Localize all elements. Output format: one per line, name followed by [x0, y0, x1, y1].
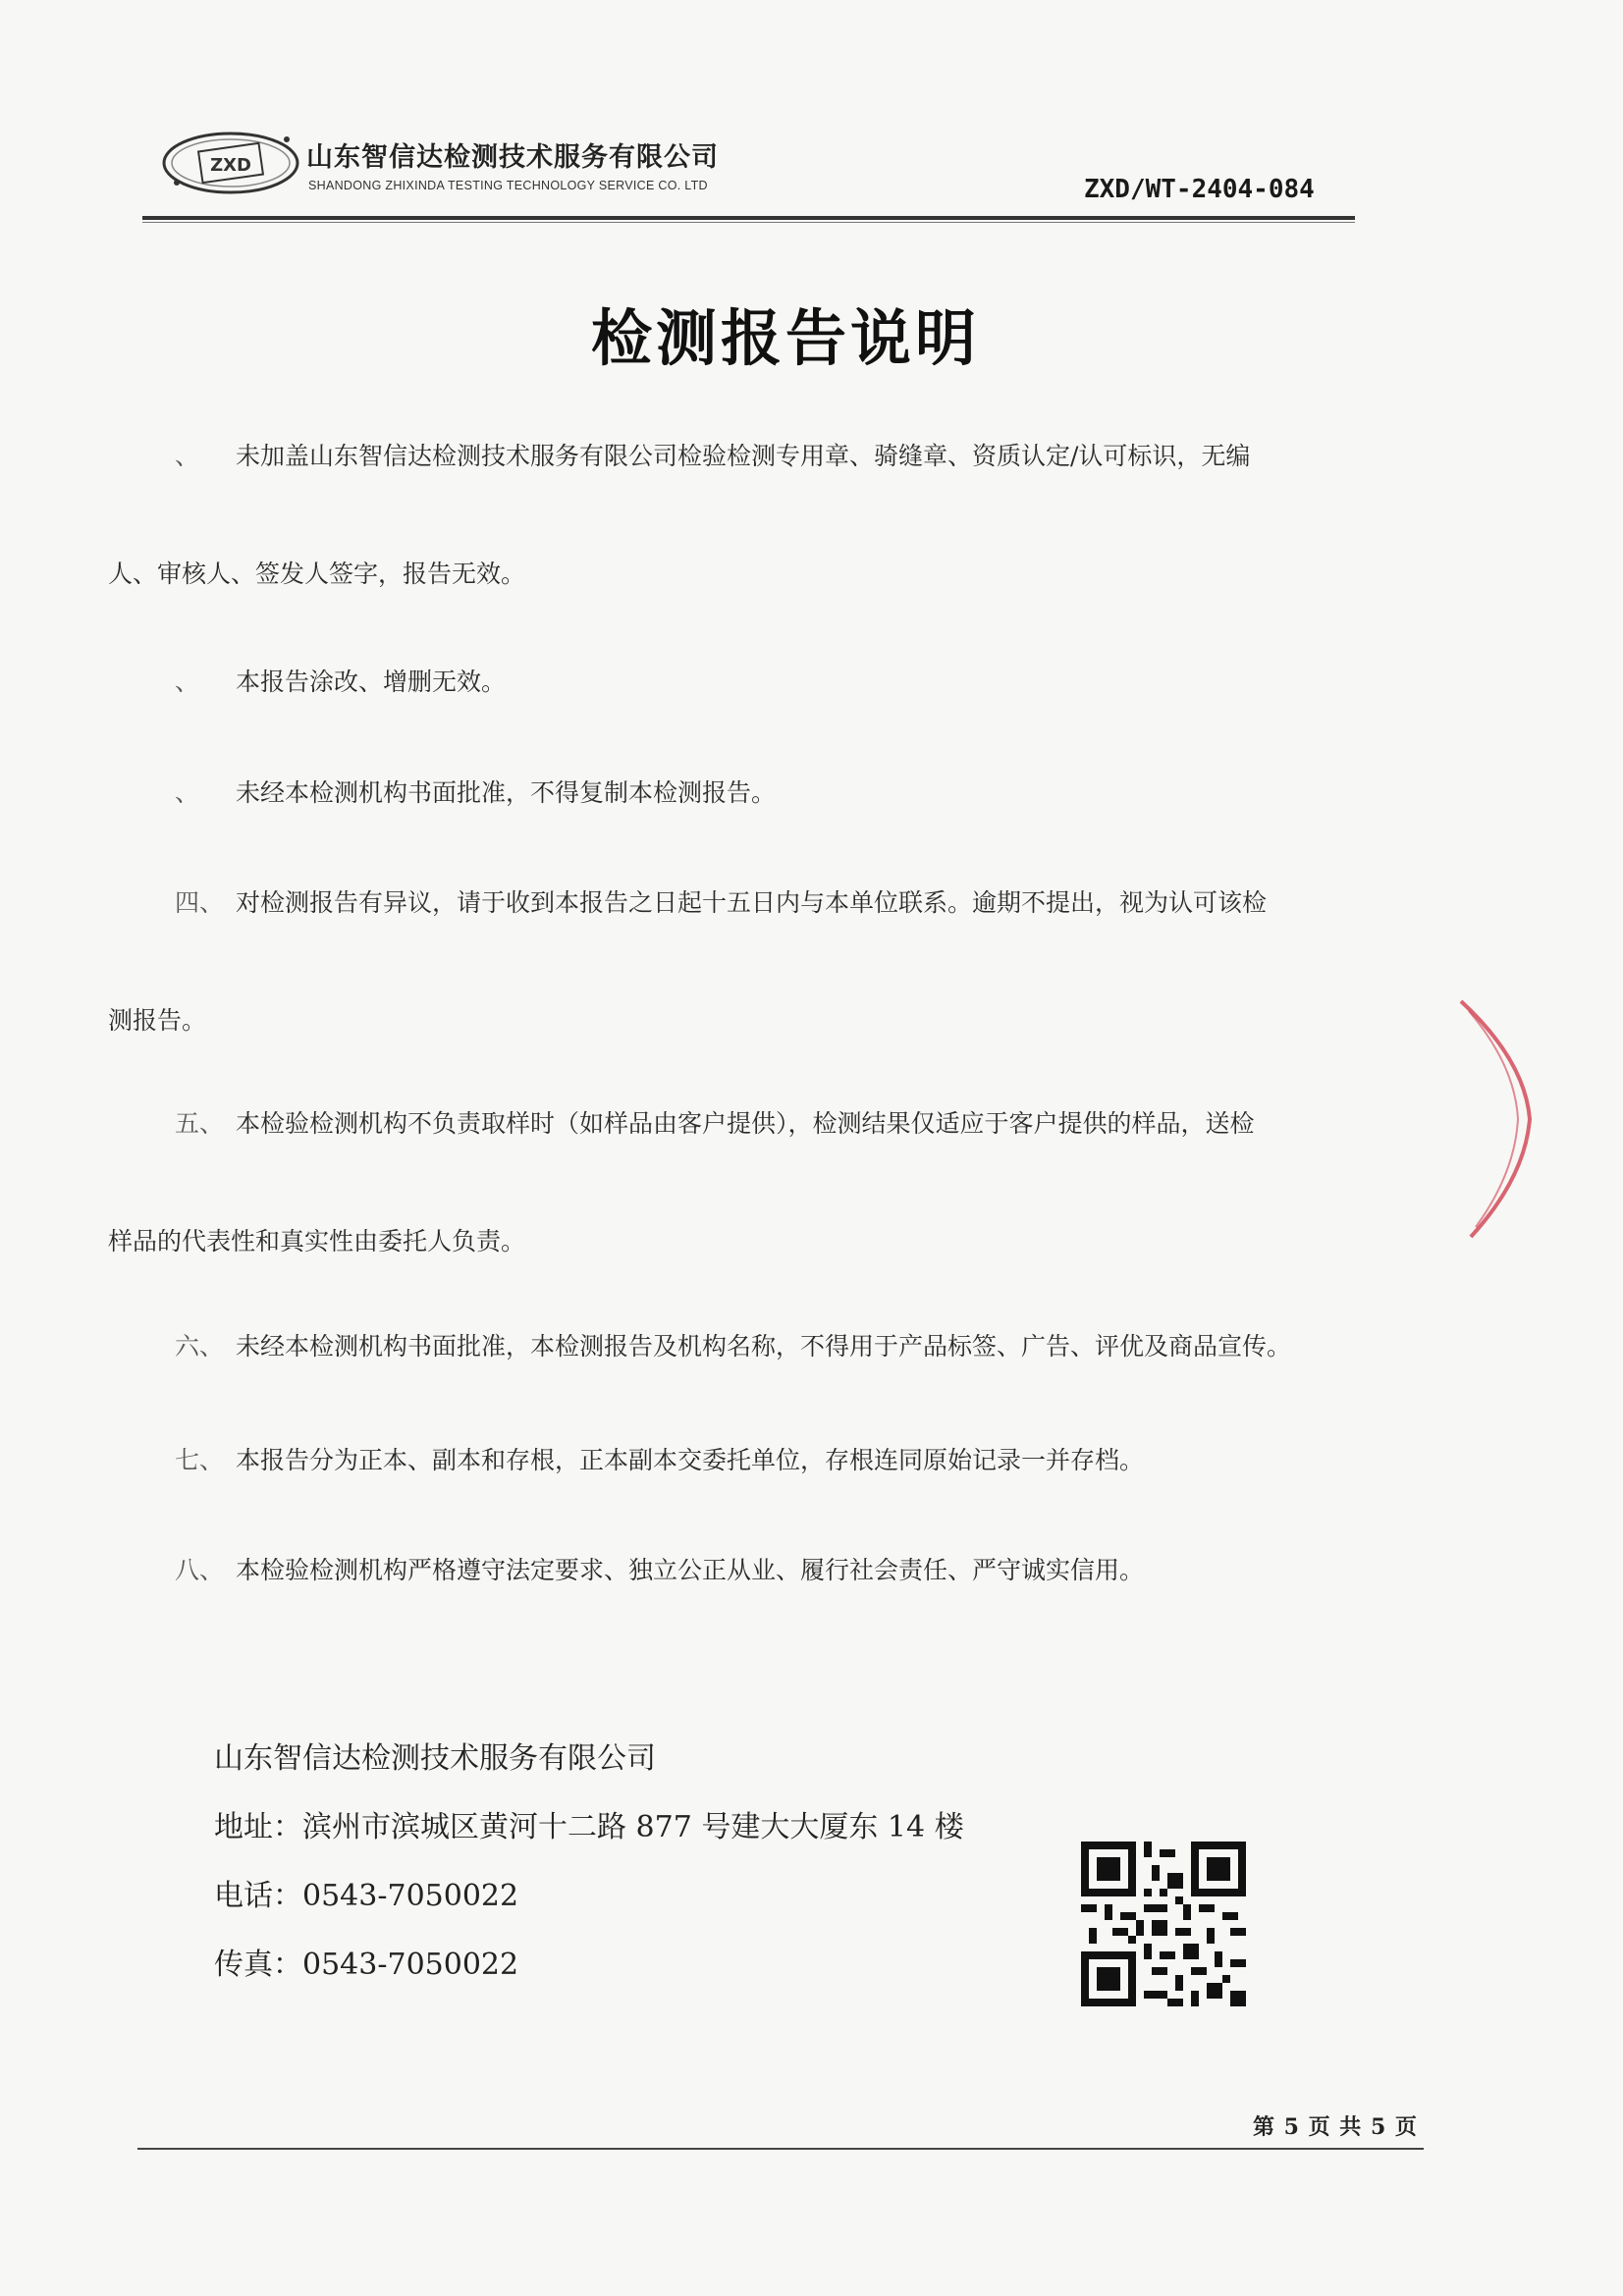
list-item	[108, 1065, 1325, 1301]
item-number: 八、	[175, 1556, 225, 1584]
list-item	[108, 844, 1325, 1080]
item-text-continued: 测报告。	[108, 1006, 207, 1035]
item-text: 本检验检测机构严格遵守法定要求、独立公正从业、履行社会责任、严守诚实信用。	[236, 1556, 1145, 1584]
item-text: 本报告涂改、增删无效。	[236, 667, 507, 696]
company-name-cn: 山东智信达检测技术服务有限公司	[306, 142, 719, 173]
item-number: 、	[175, 442, 200, 470]
header-rule-thin	[142, 222, 1355, 223]
list-item	[128, 1512, 1325, 1629]
logo-text: ZXD	[210, 155, 251, 176]
list-item	[128, 623, 1325, 741]
item-number: 、	[175, 667, 200, 696]
item-text-continued: 样品的代表性和真实性由委托人负责。	[108, 1227, 526, 1255]
list-item	[108, 398, 1325, 633]
item-text: 未经本检测机构书面批准，本检测报告及机构名称，不得用于产品标签、广告、评优及商品宣传。	[236, 1332, 1292, 1361]
page-number: 第 5 页 共 5 页	[1253, 2114, 1418, 2140]
list-item	[128, 1288, 1325, 1406]
footer-rule	[137, 2148, 1424, 2150]
contact-fax: 传真：0543-7050022	[214, 1948, 519, 1982]
item-text: 对检测报告有异议，请于收到本报告之日起十五日内与本单位联系。逾期不提出，视为认可该检	[236, 888, 1268, 917]
item-text: 未加盖山东智信达检测技术服务有限公司检验检测专用章、骑缝章、资质认定/认可标识，无编	[236, 442, 1251, 470]
contact-address: 地址：滨州市滨城区黄河十二路 877 号建大大厦东 14 楼	[214, 1810, 964, 1844]
item-text: 未经本检测机构书面批准，不得复制本检测报告。	[236, 778, 777, 807]
seal-stamp-partial	[1451, 982, 1540, 1256]
contact-phone: 电话：0543-7050022	[214, 1879, 519, 1913]
company-logo	[157, 118, 304, 206]
contact-company: 山东智信达检测技术服务有限公司	[214, 1741, 656, 1776]
item-text: 本报告分为正本、副本和存根，正本副本交委托单位，存根连同原始记录一并存档。	[236, 1446, 1145, 1474]
list-item	[128, 1402, 1325, 1520]
item-number: 、	[175, 778, 200, 807]
contact-block	[214, 1725, 964, 2000]
list-item	[128, 734, 1325, 852]
header-rule	[142, 216, 1355, 220]
report-number: ZXD/WT-2404-084	[1084, 175, 1315, 204]
item-number: 四、	[175, 888, 225, 917]
item-text-continued: 人、审核人、签发人签字，报告无效。	[108, 560, 526, 588]
qr-code	[1081, 1842, 1246, 2006]
item-text: 本检验检测机构不负责取样时（如样品由客户提供），检测结果仅适应于客户提供的样品，送检	[236, 1109, 1255, 1138]
company-name-en: SHANDONG ZHIXINDA TESTING TECHNOLOGY SERVICE CO. LTD	[308, 179, 708, 192]
item-number: 七、	[175, 1446, 225, 1474]
item-number: 五、	[175, 1109, 225, 1138]
item-number: 六、	[175, 1332, 225, 1361]
page-title: 检测报告说明	[590, 302, 980, 374]
